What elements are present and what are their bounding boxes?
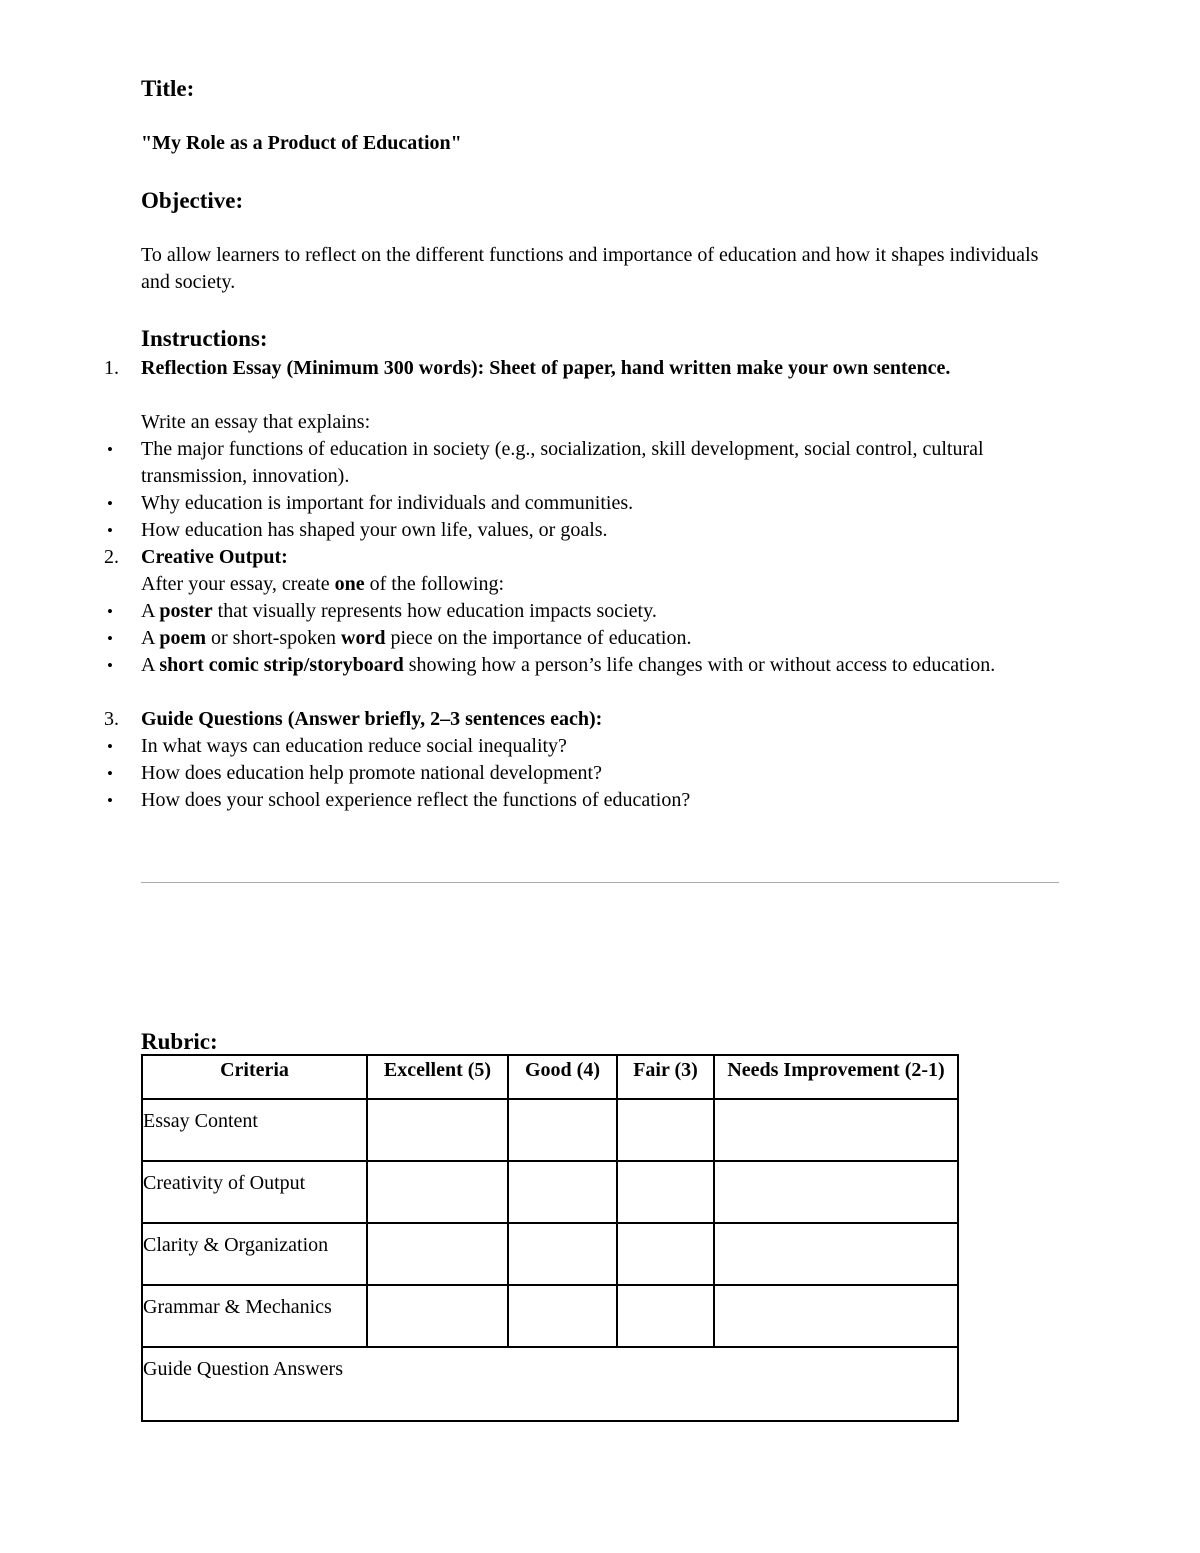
score-cell	[508, 1223, 617, 1285]
bullet-icon: •	[107, 521, 113, 540]
column-header: Good (4)	[508, 1055, 617, 1099]
instructions-label: Instructions:	[141, 326, 268, 351]
bullet-text: A short comic strip/storyboard showing how a person’s life changes with or without access to education.	[141, 654, 996, 676]
list-number: 1.	[104, 357, 119, 379]
score-cell	[367, 1099, 508, 1161]
table-row	[142, 1161, 958, 1223]
criteria-cell: Guide Question Answers	[142, 1347, 958, 1421]
bullet-text: How does education help promote national development?	[141, 762, 602, 784]
bullet-icon: •	[107, 494, 113, 513]
bullet-icon: •	[107, 764, 113, 783]
bullet-icon: •	[107, 440, 113, 459]
rubric-table	[141, 1054, 959, 1422]
item-heading: Reflection Essay (Minimum 300 words): Sheet of paper, hand written make your own sentence.	[141, 357, 951, 379]
horizontal-divider	[141, 882, 1059, 883]
list-number: 2.	[104, 546, 119, 568]
criteria-cell: Grammar & Mechanics	[142, 1285, 367, 1347]
table-row	[142, 1223, 958, 1285]
bullet-text: In what ways can education reduce social inequality?	[141, 735, 567, 757]
score-cell	[367, 1285, 508, 1347]
score-cell	[714, 1223, 958, 1285]
score-cell	[714, 1099, 958, 1161]
score-cell	[617, 1223, 714, 1285]
objective-text: To allow learners to reflect on the different functions and importance of education and how it shapes individuals and society.	[141, 244, 1039, 293]
column-header: Excellent (5)	[367, 1055, 508, 1099]
criteria-cell: Creativity of Output	[142, 1161, 367, 1223]
bullet-text: A poem or short-spoken word piece on the importance of education.	[141, 627, 692, 649]
score-cell	[714, 1285, 958, 1347]
column-header: Fair (3)	[617, 1055, 714, 1099]
column-header: Needs Improvement (2-1)	[714, 1055, 958, 1099]
intro-text: After your essay, create one of the following:	[141, 573, 505, 595]
criteria-cell: Clarity & Organization	[142, 1223, 367, 1285]
rubric-label: Rubric:	[141, 1029, 218, 1054]
list-number: 3.	[104, 708, 119, 730]
score-cell	[508, 1161, 617, 1223]
bullet-text: How education has shaped your own life, values, or goals.	[141, 519, 608, 541]
bullet-text: Why education is important for individuals and communities.	[141, 492, 634, 514]
document-title: "My Role as a Product of Education"	[141, 132, 462, 154]
score-cell	[508, 1099, 617, 1161]
score-cell	[617, 1285, 714, 1347]
table-row	[142, 1347, 958, 1421]
objective-label: Objective:	[141, 188, 244, 213]
bullet-text: A poster that visually represents how education impacts society.	[141, 600, 657, 622]
bullet-icon: •	[107, 737, 113, 756]
bullet-text: How does your school experience reflect the functions of education?	[141, 789, 691, 811]
bullet-icon: •	[107, 602, 113, 621]
title-label: Title:	[141, 76, 195, 101]
column-header: Criteria	[142, 1055, 367, 1099]
score-cell	[617, 1161, 714, 1223]
score-cell	[617, 1099, 714, 1161]
table-row	[142, 1099, 958, 1161]
bullet-icon: •	[107, 791, 113, 810]
intro-text: Write an essay that explains:	[141, 411, 371, 433]
table-row	[142, 1285, 958, 1347]
item-heading: Creative Output:	[141, 546, 288, 568]
score-cell	[367, 1161, 508, 1223]
bullet-icon: •	[107, 629, 113, 648]
item-heading: Guide Questions (Answer briefly, 2–3 sentences each):	[141, 708, 603, 730]
criteria-cell: Essay Content	[142, 1099, 367, 1161]
score-cell	[508, 1285, 617, 1347]
table-header-row	[142, 1055, 958, 1099]
score-cell	[367, 1223, 508, 1285]
bullet-text: The major functions of education in society (e.g., socialization, skill development, social control, cultural transmission, innovation).	[141, 438, 984, 487]
score-cell	[714, 1161, 958, 1223]
bullet-icon: •	[107, 656, 113, 675]
